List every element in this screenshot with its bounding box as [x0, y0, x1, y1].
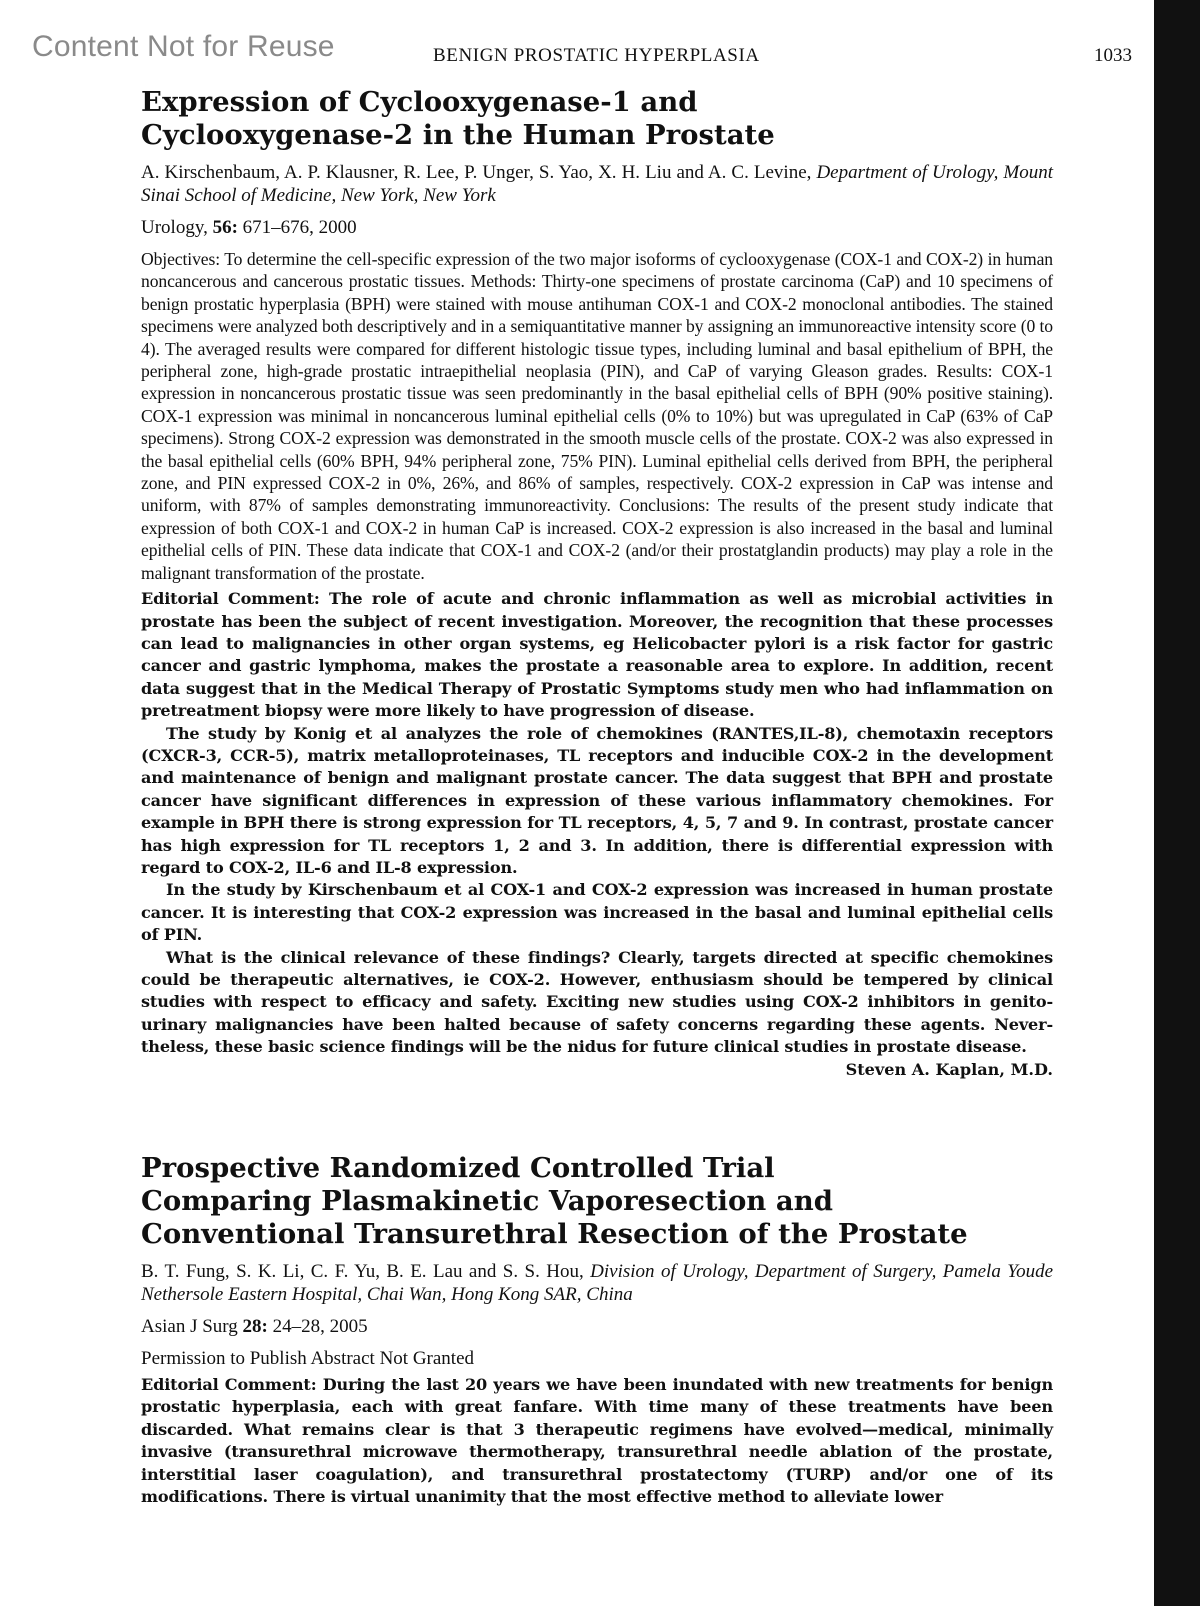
- viewer-edge-bar: [1154, 0, 1200, 1606]
- article-1: [141, 86, 1053, 1081]
- article-2: [141, 1152, 1053, 1508]
- article-2-title: [141, 1152, 1053, 1251]
- article-2-title-line-3: Conventional Transurethral Resection of the Prostate: [141, 1218, 968, 1250]
- comment-paragraph: The study by Konig et al analyzes the role of chemokines (RANTES,IL-8), chemotaxin receptors (CXCR-3, CCR-5), matrix metalloproteinases, TL receptors and inducible COX-2 in the development and maintenance of benign and malignant prostate cancer. The data suggest that BPH and prostate cancer have significant differences in expression of these various inflammatory chemokines. For example in BPH there is strong expression for TL receptors, 4, 5, 7 and 9. In contrast, prostate cancer has high expression for TL receptors 1, 2 and 3. In addition, there is differential expression with regard to COX-2, IL-6 and IL-8 expression.: [141, 723, 1053, 877]
- article-2-journal: Asian J Surg: [141, 1316, 238, 1337]
- article-1-title: [141, 86, 1053, 152]
- article-2-title-line-1: Prospective Randomized Controlled Trial: [141, 1152, 775, 1184]
- article-1-journal: Urology,: [141, 217, 208, 238]
- article-1-editorial-comment: [141, 588, 1053, 1059]
- article-2-authors: [141, 1260, 1053, 1306]
- article-2-editorial-comment: Editorial Comment: During the last 20 years we have been inundated with new treatments for benign prostatic hyperplasia, each with great fanfare. With time many of these treatments have been discarded. What remains clear is that 3 therapeutic regimens have evolved—medical, minimally invasive (transurethral microwave thermotherapy, transurethral needle ablation of the prostate, interstitial laser coagulation), and transurethral prostatectomy (TURP) and/or one of its modifications. There is virtual unanimity that the most effective method to alleviate lower: [141, 1375, 1053, 1507]
- article-2-pages-year: 24–28, 2005: [272, 1316, 368, 1337]
- article-1-affiliation: Department of Urology, Mount Sinai School of Medicine, New York, New York: [141, 162, 1054, 206]
- running-head: BENIGN PROSTATIC HYPERPLASIA: [433, 45, 760, 66]
- article-2-permission-note: Permission to Publish Abstract Not Granted: [141, 1348, 475, 1369]
- article-1-title-line-2: Cyclooxygenase-2 in the Human Prostate: [141, 119, 775, 151]
- article-2-author-list: B. T. Fung, S. K. Li, C. F. Yu, B. E. Lau and S. S. Hou,: [141, 1261, 584, 1282]
- page-number: 1033: [1094, 45, 1132, 66]
- article-1-authors: [141, 161, 1053, 207]
- comment-paragraph: Editorial Comment: The role of acute and chronic inflammation as well as microbial activities in prostate has been the subject of recent investigation. Moreover, the recognition that these processes can lead to malignancies in other organ systems, eg Helicobacter pylori is a risk factor for gastric cancer and gastric lymphoma, makes the prostate a reasonable area to explore. In addition, recent data suggest that in the Medical Therapy of Prostatic Symptoms study men who had inflammation on pretreatment biopsy were more likely to have progression of disease.: [141, 589, 1053, 721]
- article-2-citation: [141, 1315, 1053, 1338]
- article-1-title-line-1: Expression of Cyclooxygenase-1 and: [141, 86, 698, 118]
- article-1-pages-year: 671–676, 2000: [242, 217, 357, 238]
- article-2-affiliation: Division of Urology, Department of Surgery, Pamela Youde Nethersole Eastern Hospital, Chai Wan, Hong Kong SAR, China: [141, 1261, 1054, 1305]
- comment-paragraph: What is the clinical relevance of these findings? Clearly, targets directed at specific chemokines could be therapeutic alternatives, ie COX-2. However, enthusiasm should be tempered by clinical studies with respect to efficacy and safety. Exciting new studies using COX-2 inhibitors in genito-urinary malignancies have been halted because of safety concerns regarding these agents. Never-theless, these basic science findings will be the nidus for future clinical studies in prostate disease.: [141, 947, 1053, 1057]
- article-1-citation: [141, 216, 1053, 239]
- article-1-comment-signature: Steven A. Kaplan, M.D.: [845, 1059, 1053, 1079]
- article-1-author-list: A. Kirschenbaum, A. P. Klausner, R. Lee, P. Unger, S. Yao, X. H. Liu and A. C. Levine,: [141, 162, 812, 183]
- article-1-abstract: Objectives: To determine the cell-specific expression of the two major isoforms of cyclooxygenase (COX-1 and COX-2) in human noncancerous and cancerous prostatic tissues. Methods: Thirty-one specimens of prostate carcinoma (CaP) and 10 specimens of benign prostatic hyperplasia (BPH) were stained with mouse antihuman COX-1 and COX-2 monoclonal antibodies. The stained specimens were analyzed both descriptively and in a semiquantitative manner by assigning an immunoreactive intensity score (0 to 4). The averaged results were compared for different histologic tissue types, including luminal and basal epithelium of BPH, the peripheral zone, high-grade prostatic intraepithelial neoplasia (PIN), and CaP of varying Gleason grades. Results: COX-1 expression in noncancerous prostatic tissue was seen predominantly in the basal epithelial cells of BPH (90% positive staining). COX-1 expression was minimal in noncancerous luminal epithelial cells (0% to 10%) but was upregulated in CaP (63% of CaP specimens). Strong COX-2 expression was demonstrated in the smooth muscle cells of the prostate. COX-2 was also expressed in the basal epithelial cells (60% BPH, 94% peripheral zone, 75% PIN). Luminal epithelial cells derived from BPH, the peripheral zone, and PIN expressed COX-2 in 0%, 26%, and 86% of samples, respectively. COX-2 expression in CaP was intense and uniform, with 87% of samples demonstrating immunoreactivity. Conclusions: The results of the present study indicate that expression of both COX-1 and COX-2 in human CaP is increased. COX-2 expression is also increased in the basal and luminal epithelial cells of PIN. These data indicate that COX-1 and COX-2 (and/or their prostatglandin products) may play a role in the malignant transformation of the prostate.: [141, 249, 1053, 583]
- comment-paragraph: In the study by Kirschenbaum et al COX-1 and COX-2 expression was increased in human prostate cancer. It is interesting that COX-2 expression was increased in the basal and luminal epithelial cells of PIN.: [141, 880, 1053, 945]
- article-2-volume: 28:: [242, 1316, 268, 1337]
- article-1-volume: 56:: [212, 217, 238, 238]
- article-2-title-line-2: Comparing Plasmakinetic Vaporesection and: [141, 1185, 833, 1217]
- watermark: Content Not for Reuse: [32, 30, 335, 63]
